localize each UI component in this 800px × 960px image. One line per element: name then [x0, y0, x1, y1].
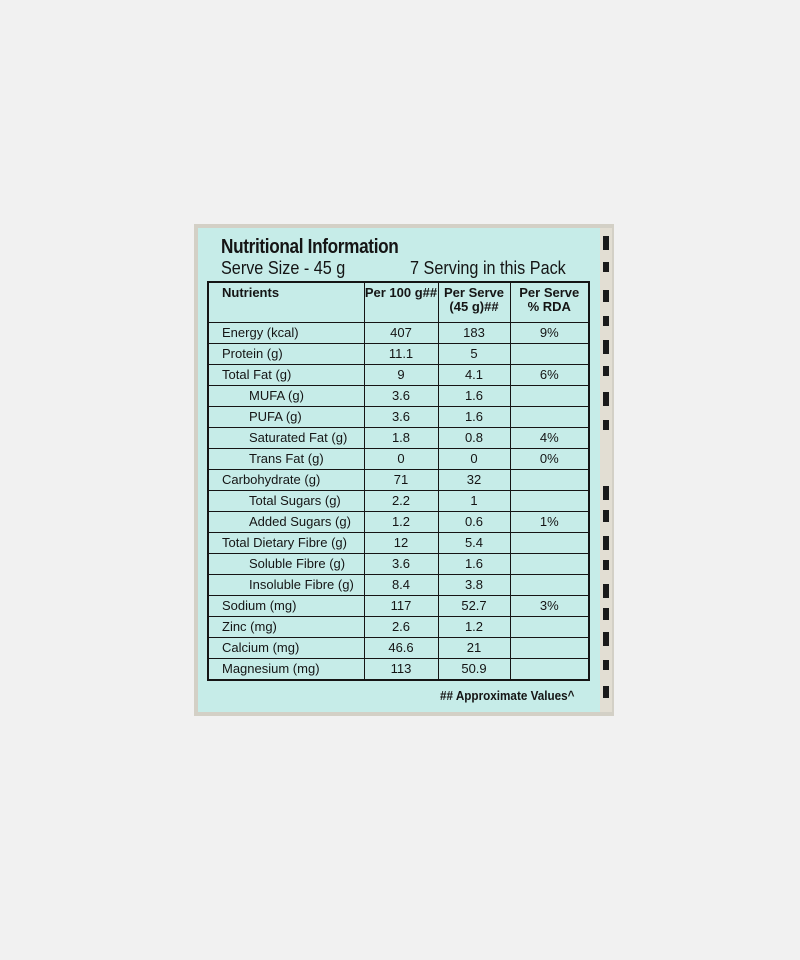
per-serve-cell: 0: [438, 449, 510, 470]
edge-text-fragment: [603, 290, 609, 302]
per-100g-cell: 407: [364, 323, 438, 344]
nutrient-name-cell: Trans Fat (g): [208, 449, 364, 470]
nutrient-name-cell: Calcium (mg): [208, 638, 364, 659]
per-100g-cell: 113: [364, 659, 438, 681]
table-row: [208, 323, 589, 344]
nutrient-name-cell: PUFA (g): [208, 407, 364, 428]
per-serve-cell: 52.7: [438, 596, 510, 617]
serve-size-text: Serve Size - 45 g: [221, 258, 346, 278]
nutrient-name-cell: Protein (g): [208, 344, 364, 365]
rda-cell: [510, 638, 589, 659]
edge-text-fragment: [603, 262, 609, 272]
servings-per-pack-text: 7 Serving in this Pack: [410, 258, 566, 278]
nutrient-name-cell: Energy (kcal): [208, 323, 364, 344]
table-row: [208, 596, 589, 617]
per-serve-cell: 5: [438, 344, 510, 365]
edge-text-fragment: [603, 392, 609, 406]
rda-cell: 4%: [510, 428, 589, 449]
rda-cell: [510, 554, 589, 575]
per-100g-cell: 8.4: [364, 575, 438, 596]
header-per-serve-line1: Per Serve: [444, 285, 504, 300]
header-nutrients: Nutrients: [208, 282, 364, 323]
nutrition-table: [207, 281, 590, 681]
table-row: [208, 428, 589, 449]
table-row: [208, 554, 589, 575]
table-row: [208, 659, 589, 681]
per-100g-cell: 12: [364, 533, 438, 554]
rda-cell: [510, 344, 589, 365]
table-row: [208, 470, 589, 491]
edge-text-fragment: [603, 366, 609, 376]
per-100g-cell: 11.1: [364, 344, 438, 365]
edge-text-fragment: [603, 660, 609, 670]
nutrient-name-cell: Total Dietary Fibre (g): [208, 533, 364, 554]
edge-text-fragment: [603, 316, 609, 326]
rda-cell: 1%: [510, 512, 589, 533]
edge-text-fragment: [603, 340, 609, 354]
table-row: [208, 449, 589, 470]
nutrition-table-wrapper: [207, 281, 588, 681]
header-per-serve: [438, 282, 510, 323]
nutrient-name-cell: Saturated Fat (g): [208, 428, 364, 449]
edge-text-fragment: [603, 608, 609, 620]
per-serve-cell: 4.1: [438, 365, 510, 386]
edge-text-fragment: [603, 686, 609, 698]
per-serve-cell: 1.6: [438, 407, 510, 428]
rda-cell: [510, 491, 589, 512]
table-row: [208, 617, 589, 638]
rda-cell: [510, 659, 589, 681]
edge-text-fragment: [603, 584, 609, 598]
per-serve-cell: 32: [438, 470, 510, 491]
rda-cell: [510, 470, 589, 491]
nutrition-title: Nutritional Information: [221, 236, 399, 258]
header-rda-line1: Per Serve: [519, 285, 580, 300]
per-100g-cell: 3.6: [364, 407, 438, 428]
nutrient-name-cell: Zinc (mg): [208, 617, 364, 638]
per-serve-cell: 21: [438, 638, 510, 659]
table-row: [208, 575, 589, 596]
per-serve-cell: 5.4: [438, 533, 510, 554]
table-row: [208, 638, 589, 659]
table-row: [208, 491, 589, 512]
rda-cell: [510, 617, 589, 638]
edge-text-fragment: [603, 420, 609, 430]
table-row: [208, 365, 589, 386]
edge-text-fragment: [603, 510, 609, 522]
per-serve-cell: 1: [438, 491, 510, 512]
nutrient-name-cell: Total Fat (g): [208, 365, 364, 386]
table-row: [208, 344, 589, 365]
rda-cell: 9%: [510, 323, 589, 344]
edge-text-fragment: [603, 236, 609, 250]
per-100g-cell: 71: [364, 470, 438, 491]
header-per-100g: Per 100 g##: [364, 282, 438, 323]
per-100g-cell: 1.2: [364, 512, 438, 533]
per-100g-cell: 9: [364, 365, 438, 386]
nutrient-name-cell: MUFA (g): [208, 386, 364, 407]
nutrient-name-cell: Carbohydrate (g): [208, 470, 364, 491]
table-row: [208, 512, 589, 533]
rda-cell: 6%: [510, 365, 589, 386]
edge-text-fragment: [603, 632, 609, 646]
per-serve-cell: 3.8: [438, 575, 510, 596]
table-header-row: [208, 282, 589, 323]
nutrient-name-cell: Added Sugars (g): [208, 512, 364, 533]
header-rda: [510, 282, 589, 323]
nutrient-name-cell: Total Sugars (g): [208, 491, 364, 512]
per-100g-cell: 2.6: [364, 617, 438, 638]
approximate-values-footnote: ## Approximate Values^: [440, 688, 575, 703]
per-serve-cell: 1.2: [438, 617, 510, 638]
per-serve-cell: 0.6: [438, 512, 510, 533]
per-serve-cell: 50.9: [438, 659, 510, 681]
per-100g-cell: 2.2: [364, 491, 438, 512]
rda-cell: [510, 575, 589, 596]
nutrient-name-cell: Soluble Fibre (g): [208, 554, 364, 575]
rda-cell: [510, 407, 589, 428]
edge-text-fragment: [603, 560, 609, 570]
rda-cell: 0%: [510, 449, 589, 470]
header-rda-line2: % RDA: [527, 299, 571, 314]
rda-cell: 3%: [510, 596, 589, 617]
per-serve-cell: 1.6: [438, 554, 510, 575]
rda-cell: [510, 386, 589, 407]
per-100g-cell: 3.6: [364, 386, 438, 407]
per-100g-cell: 3.6: [364, 554, 438, 575]
per-100g-cell: 117: [364, 596, 438, 617]
table-row: [208, 407, 589, 428]
per-100g-cell: 46.6: [364, 638, 438, 659]
per-100g-cell: 0: [364, 449, 438, 470]
nutrient-name-cell: Sodium (mg): [208, 596, 364, 617]
per-serve-cell: 1.6: [438, 386, 510, 407]
edge-text-fragment: [603, 486, 609, 500]
nutrient-name-cell: Magnesium (mg): [208, 659, 364, 681]
table-row: [208, 533, 589, 554]
nutrient-name-cell: Insoluble Fibre (g): [208, 575, 364, 596]
per-serve-cell: 183: [438, 323, 510, 344]
header-per-serve-line2: (45 g)##: [449, 299, 499, 314]
per-serve-cell: 0.8: [438, 428, 510, 449]
edge-text-fragment: [603, 536, 609, 550]
rda-cell: [510, 533, 589, 554]
per-100g-cell: 1.8: [364, 428, 438, 449]
table-row: [208, 386, 589, 407]
